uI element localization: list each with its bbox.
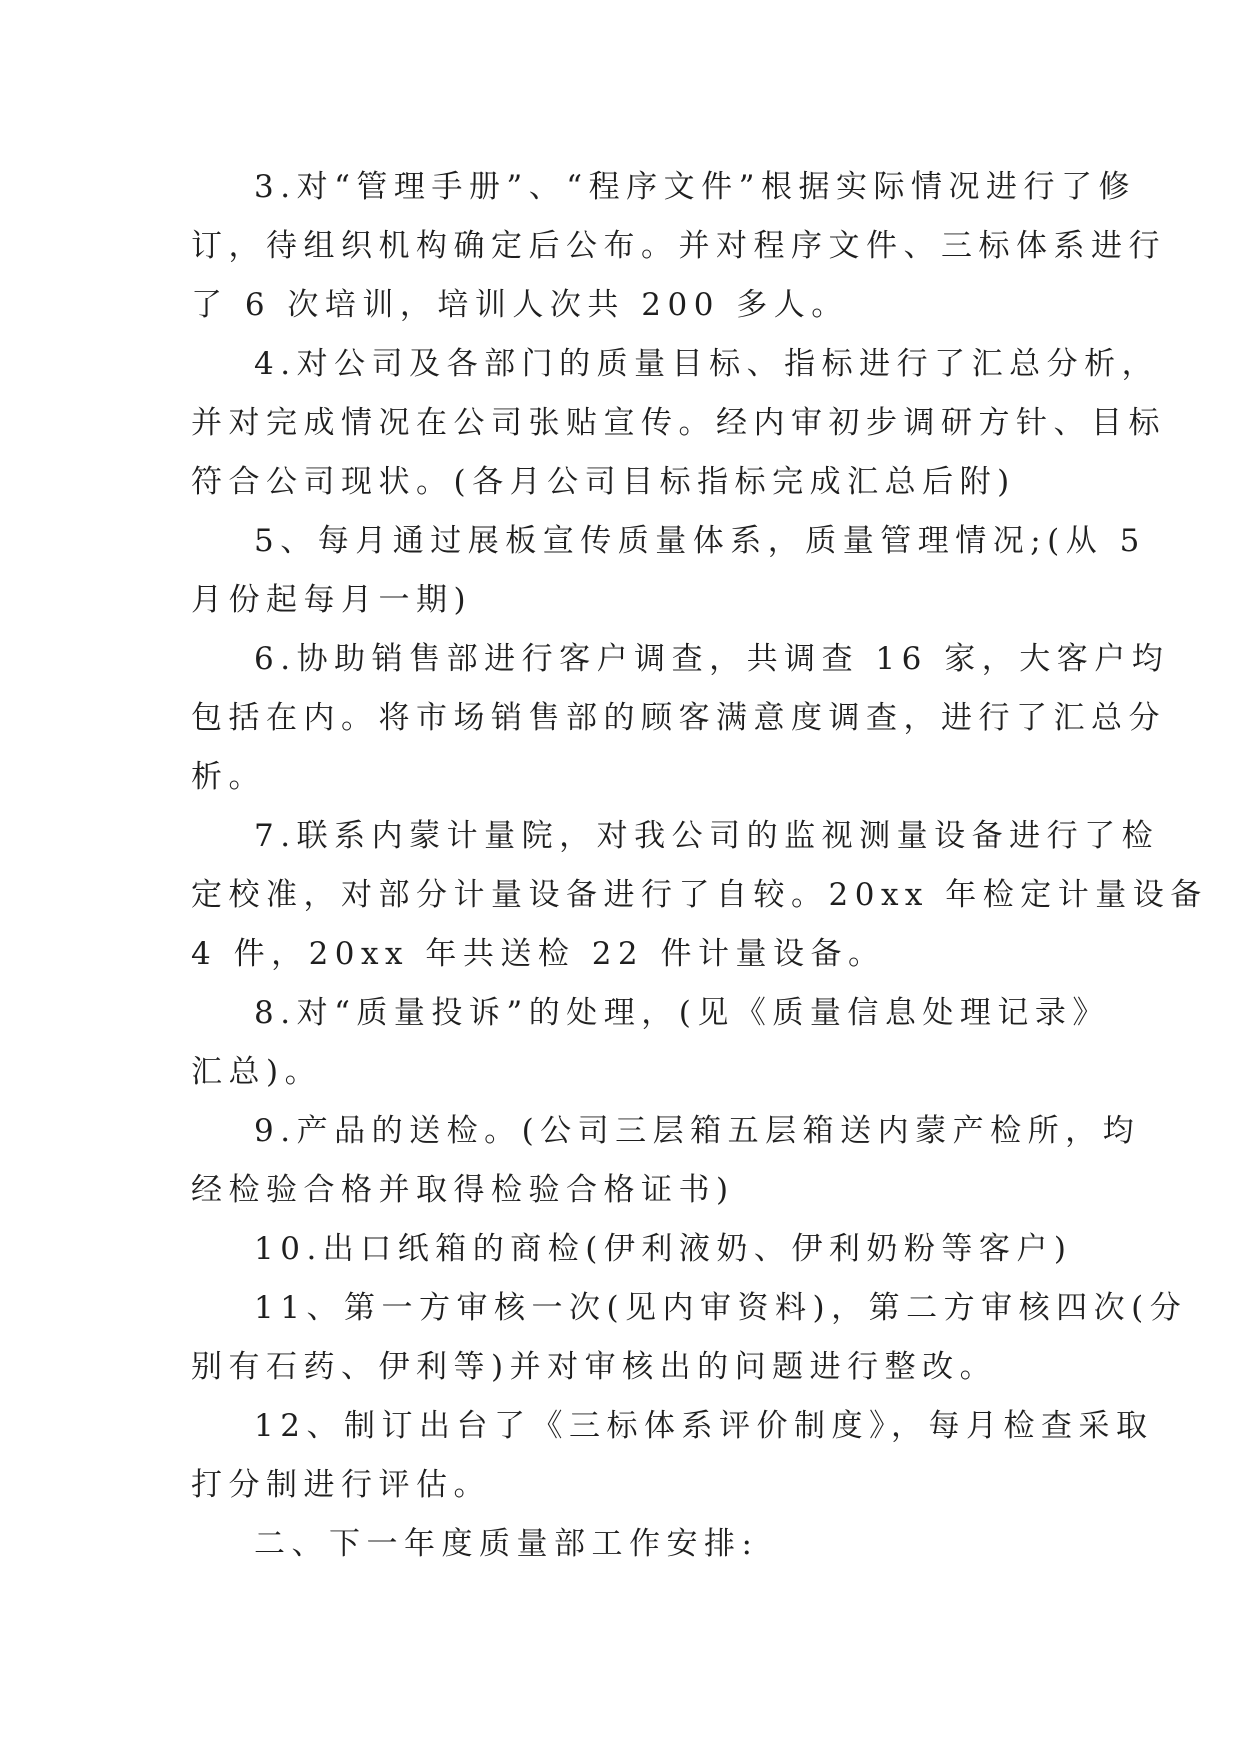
paragraph-line: 汇总)。 — [191, 1054, 323, 1090]
paragraph-10 — [191, 1220, 1073, 1279]
paragraph-line: 订，待组织机构确定后公布。并对程序文件、三标体系进行 — [191, 228, 1166, 264]
paragraph-7 — [191, 807, 1208, 984]
paragraph-11 — [191, 1279, 1188, 1397]
paragraph-4 — [191, 335, 1166, 512]
paragraph-8 — [191, 984, 1110, 1102]
paragraph-line: 4.对公司及各部门的质量目标、指标进行了汇总分析， — [254, 346, 1160, 382]
paragraph-12 — [191, 1397, 1154, 1515]
paragraph-line: 了 6 次培训，培训人次共 200 多人。 — [191, 287, 849, 323]
section-heading: 二、下一年度质量部工作安排: — [254, 1526, 759, 1562]
document-body — [191, 158, 1208, 1574]
paragraph-line: 3.对“管理手册”、“程序文件”根据实际情况进行了修 — [254, 169, 1136, 205]
paragraph-line: 符合公司现状。(各月公司目标指标完成汇总后附) — [191, 464, 1016, 500]
paragraph-line: 11、第一方审核一次(见内审资料)，第二方审核四次(分 — [254, 1290, 1188, 1326]
paragraph-line: 定校准，对部分计量设备进行了自较。20xx 年检定计量设备 — [191, 877, 1208, 913]
paragraph-line: 并对完成情况在公司张贴宣传。经内审初步调研方针、目标 — [191, 405, 1166, 441]
paragraph-line: 4 件，20xx 年共送检 22 件计量设备。 — [191, 936, 886, 972]
paragraph-line: 经检验合格并取得检验合格证书) — [191, 1172, 735, 1208]
paragraph-line: 10.出口纸箱的商检(伊利液奶、伊利奶粉等客户) — [254, 1231, 1073, 1267]
paragraph-line: 12、制订出台了《三标体系评价制度》，每月检查采取 — [254, 1408, 1154, 1444]
paragraph-line: 6.协助销售部进行客户调查，共调查 16 家，大客户均 — [254, 641, 1170, 677]
paragraph-line: 别有石药、伊利等)并对审核出的问题进行整改。 — [191, 1349, 998, 1385]
paragraph-9 — [191, 1102, 1141, 1220]
paragraph-line: 打分制进行评估。 — [191, 1467, 491, 1503]
paragraph-5 — [191, 512, 1146, 630]
paragraph-line: 析。 — [191, 759, 266, 795]
paragraph-line: 月份起每月一期) — [191, 582, 473, 618]
paragraph-3 — [191, 158, 1166, 335]
paragraph-line: 8.对“质量投诉”的处理，(见《质量信息处理记录》 — [254, 995, 1110, 1031]
paragraph-6 — [191, 630, 1170, 807]
paragraph-line: 9.产品的送检。(公司三层箱五层箱送内蒙产检所，均 — [254, 1113, 1141, 1149]
paragraph-line: 5、每月通过展板宣传质量体系，质量管理情况;(从 5 — [254, 523, 1146, 559]
paragraph-line: 包括在内。将市场销售部的顾客满意度调查，进行了汇总分 — [191, 700, 1166, 736]
section-heading-next-year-plan — [191, 1515, 1053, 1574]
paragraph-line: 7.联系内蒙计量院，对我公司的监视测量设备进行了检 — [254, 818, 1160, 854]
